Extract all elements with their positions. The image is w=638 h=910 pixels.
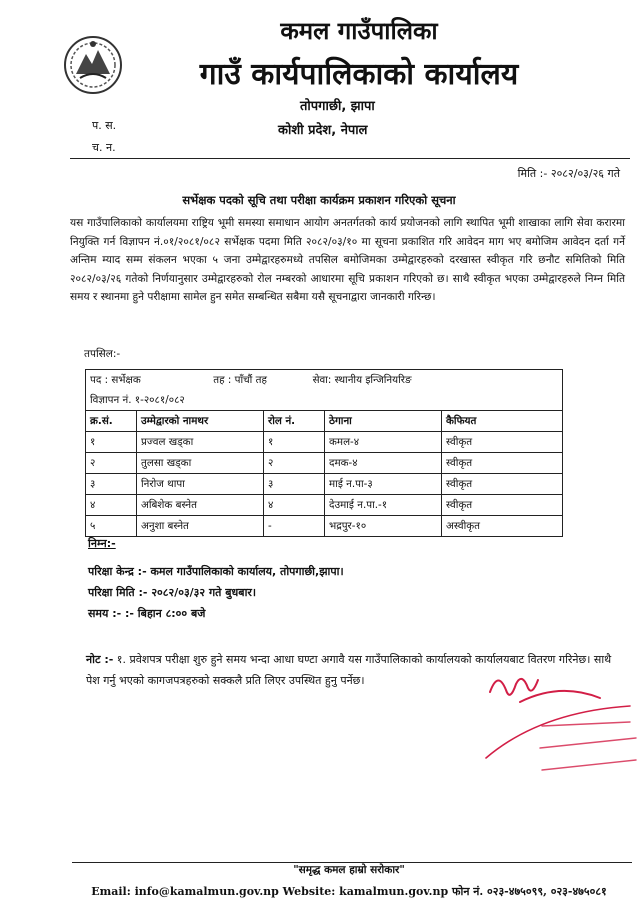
cn-label: च. न.	[92, 141, 116, 154]
ps-label: प. स.	[92, 119, 117, 132]
cell-roll: ३	[264, 474, 325, 495]
cell-name: अनुशा बस्नेत	[137, 516, 264, 537]
post-info-row	[86, 370, 563, 391]
slogan: "समृद्ध कमल हाम्रो सरोकार"	[293, 864, 405, 876]
cell-sn: ३	[86, 474, 137, 495]
municipality-name: कमल गाउँपालिका	[280, 17, 438, 45]
candidate-table	[85, 369, 563, 537]
col-sn: क्र.सं.	[86, 411, 137, 432]
header-divider	[70, 158, 630, 159]
cell-name: प्रज्वल खड्का	[137, 432, 264, 453]
exam-time: समय :- :- बिहान ८:०० बजे	[88, 607, 206, 620]
cell-name: निरोज थापा	[137, 474, 264, 495]
col-name: उम्मेद्वारको नामथर	[137, 411, 264, 432]
cell-roll: १	[264, 432, 325, 453]
note-label: नोट :-	[86, 653, 114, 666]
signature-stamp-icon	[480, 662, 638, 792]
cell-remarks: स्वीकृत	[442, 432, 563, 453]
table-row	[86, 495, 563, 516]
post-label: पद : सर्भेक्षक	[90, 374, 141, 386]
col-address: ठेगाना	[325, 411, 442, 432]
col-roll: रोल नं.	[264, 411, 325, 432]
exam-center: परिक्षा केन्द्र :- कमल गाउँपालिकाको कार्यालय, तोपगाछी,झापा।	[88, 565, 344, 578]
office-name: गाउँ कार्यपालिकाको कार्यालय	[199, 57, 519, 92]
cell-address: कमल-४	[325, 432, 442, 453]
cell-address: भद्रपुर-१०	[325, 516, 442, 537]
office-address: तोपगाछी, झापा	[300, 99, 375, 114]
contact-footer: Email: info@kamalmun.gov.np Website: kamalmun.gov.np फोन नं. ०२३-४७५०९९, ०२३-४७५०८१	[91, 885, 607, 898]
cell-sn: २	[86, 453, 137, 474]
col-remarks: कैफियत	[442, 411, 563, 432]
notice-date: मिति :- २०८२/०३/२६ गते	[517, 167, 620, 180]
notice-body: यस गाउँपालिकाको कार्यालयमा राष्ट्रिय भूमी समस्या समाधान आयोग अनतर्गतको कार्य प्रयोजनको लागि स्थापित भूमी शाखाका लागि सेवा करारमा नियुक्ति गर्न विज्ञापन नं.०१/२०८१/०८२ सर्भेक्षक पदमा मिति २०८२/०३/१० मा सूचना प्रकाशित गरि आवेदन माग भए बमोजिम आवेदन दर्ता गर्ने अन्तिम म्याद सम्म संकलन भएका ५ जना उम्मेद्वारहरुमध्ये तपसिल बमोजिमका उम्मेद्वारहरुको दरखास्त स्वीकृत गरि छनौट समितिको मिति २०८२/०३/२६ गतेको निर्णयानुसार उम्मेद्वारहरुको रोल नम्बरको आधारमा सूचि प्रकाशन गरिएको छ। साथै स्वीकृत भएका उम्मेद्वारहरुले निम्न मिति समय र स्थानमा हुने परीक्षामा सामेल हुन समेत सम्बन्धित सबैमा यसै सूचनाद्वारा जानकारी गरिन्छ।	[70, 217, 625, 304]
cell-remarks: स्वीकृत	[442, 474, 563, 495]
cell-sn: ४	[86, 495, 137, 516]
cell-roll: -	[264, 516, 325, 537]
table-row	[86, 474, 563, 495]
cell-roll: ४	[264, 495, 325, 516]
cell-sn: १	[86, 432, 137, 453]
cell-sn: ५	[86, 516, 137, 537]
notice-subject: सर्भेक्षक पदको सूचि तथा परीक्षा कार्यक्रम प्रकाशन गरिएको सूचना	[182, 193, 456, 207]
table-row	[86, 432, 563, 453]
nimn-heading: निम्न:-	[88, 537, 116, 550]
tapasil-label: तपसिल:-	[84, 348, 121, 360]
cell-address: दमक-४	[325, 453, 442, 474]
advert-number: विज्ञापन नं. १-२०८१/०८२	[86, 390, 563, 411]
cell-remarks: स्वीकृत	[442, 453, 563, 474]
cell-remarks: स्वीकृत	[442, 495, 563, 516]
service-label: सेवा: स्थानीय इन्जिनियरिङ	[312, 374, 412, 386]
cell-address: माई न.पा-३	[325, 474, 442, 495]
cell-address: देउमाई न.पा.-१	[325, 495, 442, 516]
table-header-row	[86, 411, 563, 432]
exam-date: परिक्षा मिति :- २०८२/०३/३२ गते बुधबार।	[88, 586, 257, 599]
cell-name: अबिशेक बस्नेत	[137, 495, 264, 516]
advert-row	[86, 390, 563, 411]
office-province: कोशी प्रदेश, नेपाल	[278, 123, 368, 138]
level-label: तह : पाँचौं तह	[213, 374, 267, 386]
cell-name: तुलसा खड्का	[137, 453, 264, 474]
table-row	[86, 453, 563, 474]
cell-remarks: अस्वीकृत	[442, 516, 563, 537]
table-row	[86, 516, 563, 537]
note-text: १. प्रवेशपत्र परीक्षा शुरु हुने समय भन्दा आधा घण्टा अगावै यस गाउँपालिकाको कार्यालयको कार्यालयबाट वितरण गरिनेछ। साथै पेश गर्नु भएको कागजपत्रहरुको सक्कलै प्रति लिएर उपस्थित हुनु पर्नेछ।	[86, 653, 612, 687]
cell-roll: २	[264, 453, 325, 474]
